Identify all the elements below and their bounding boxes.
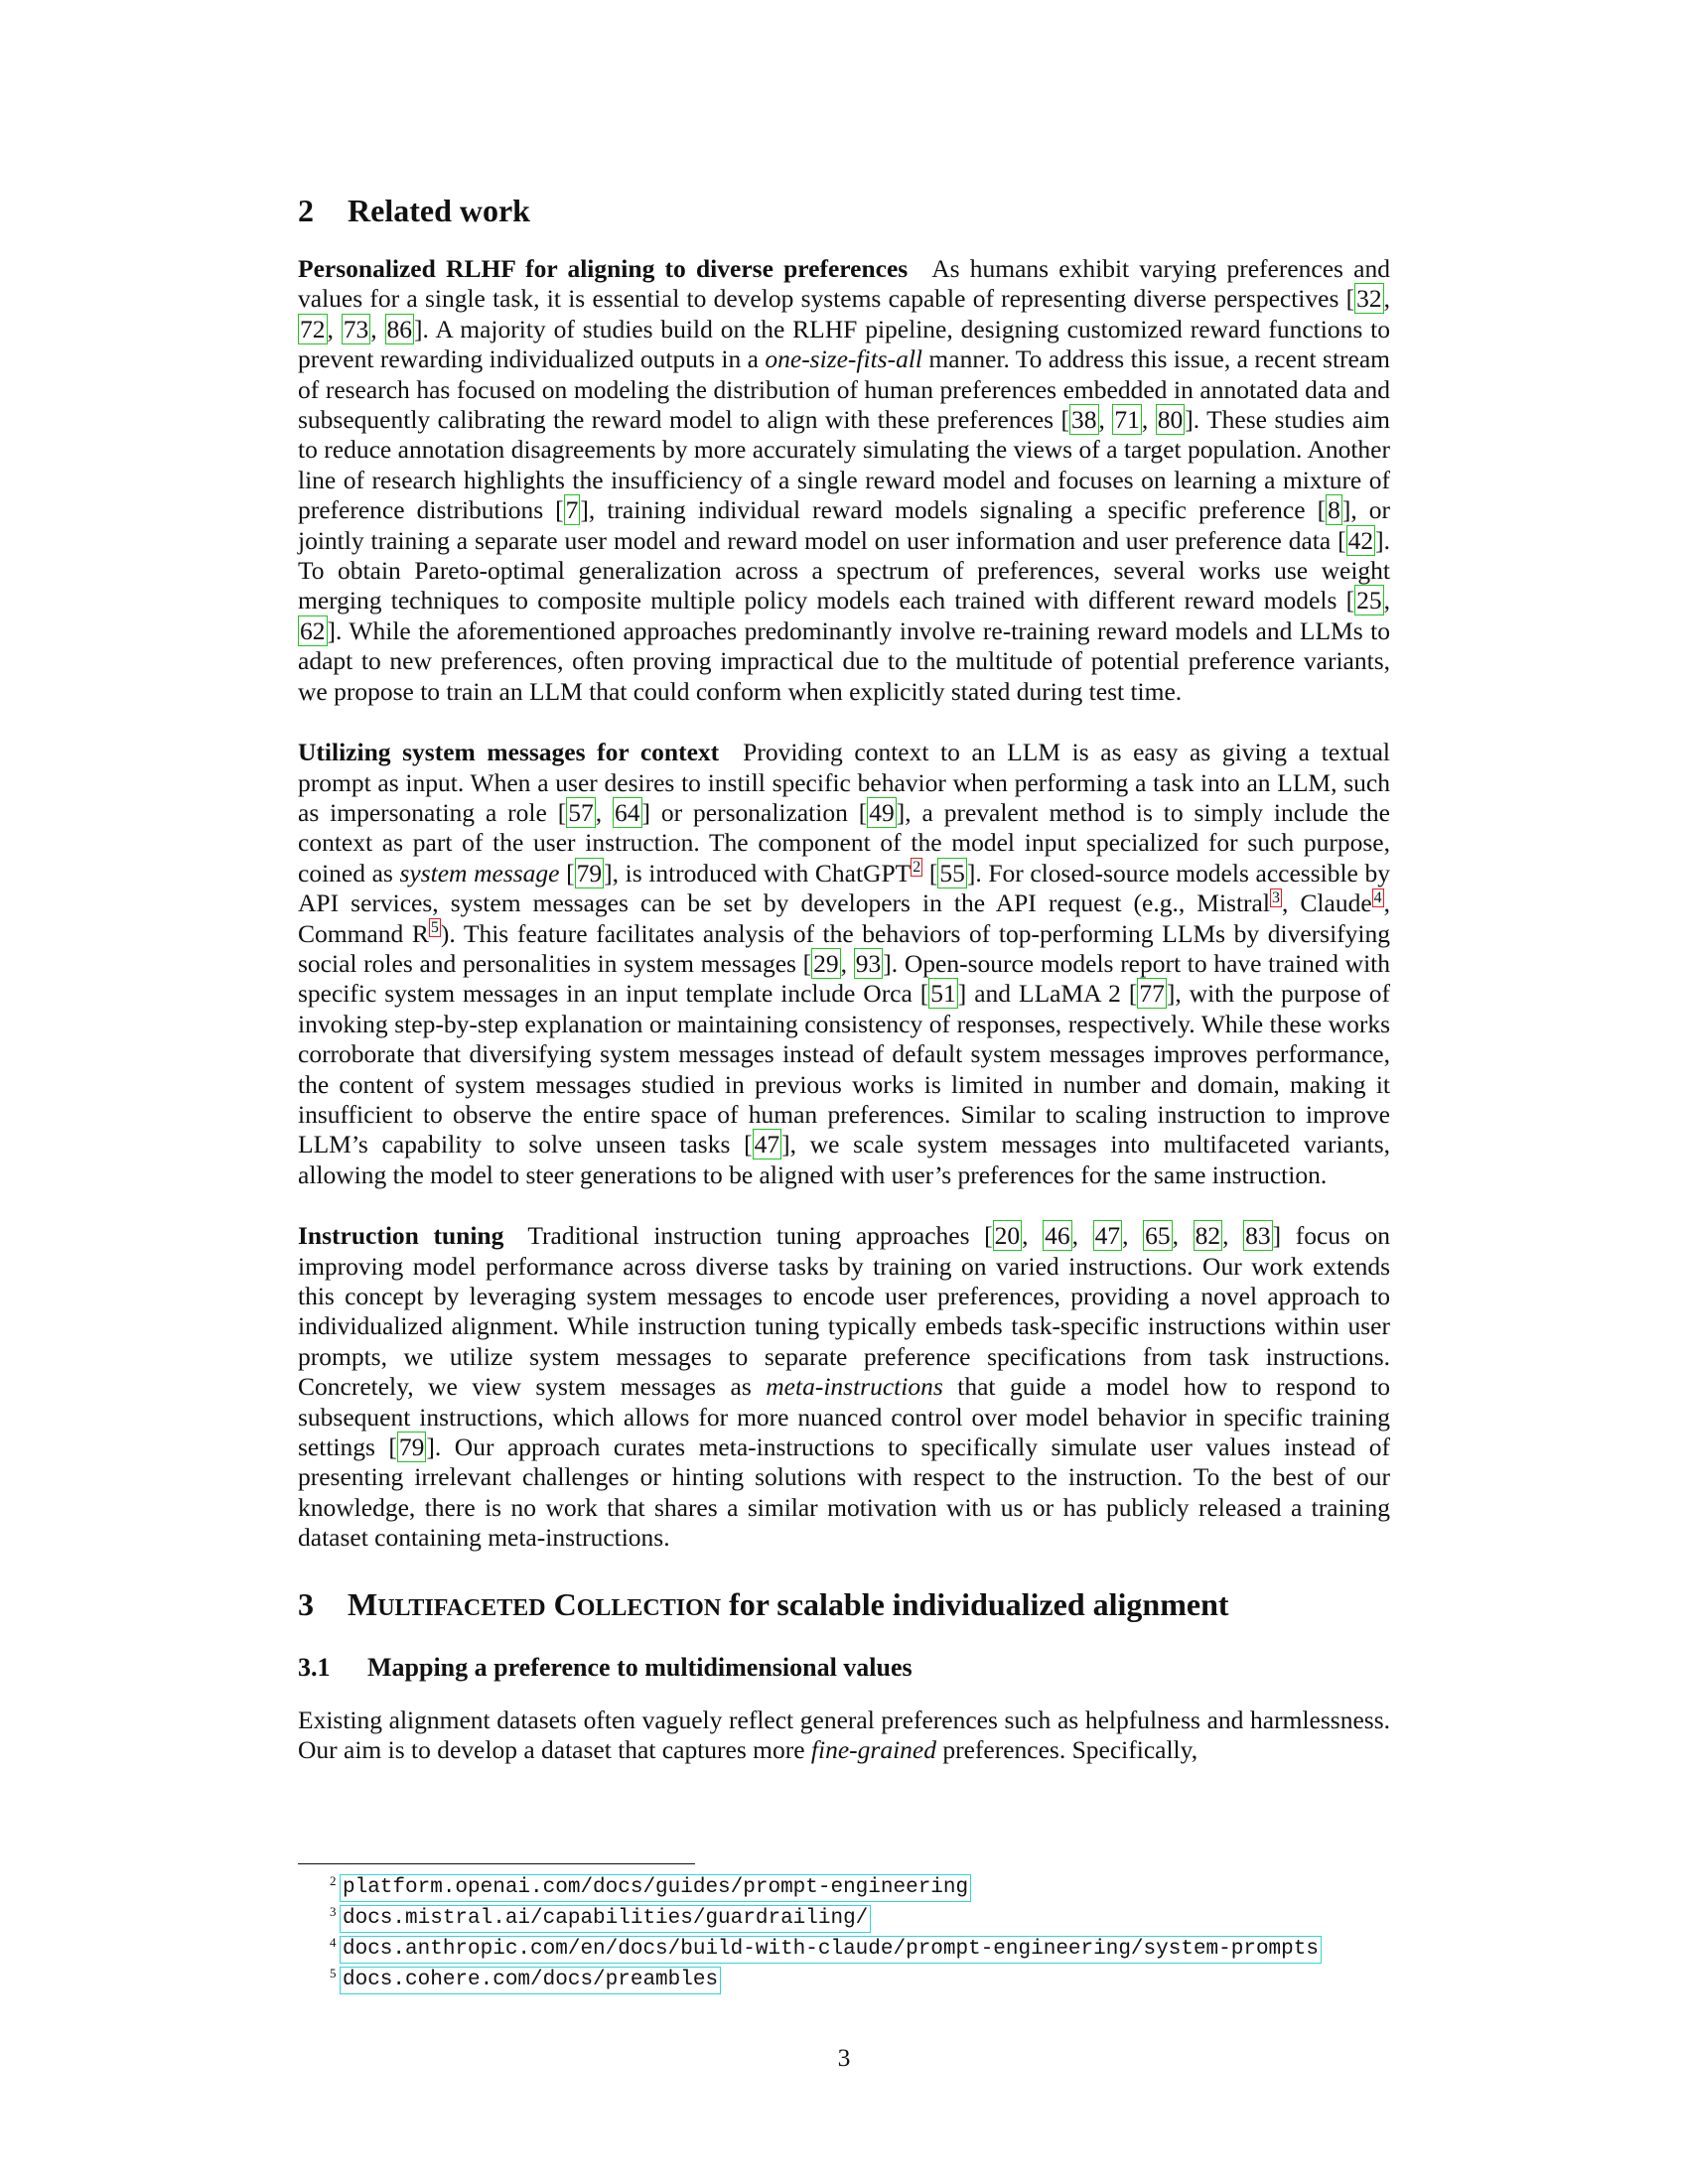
citation-link[interactable]: 79 bbox=[398, 1433, 425, 1462]
footnote-ref-link[interactable]: 2 bbox=[913, 859, 921, 877]
citation-link[interactable]: 51 bbox=[930, 979, 956, 1009]
footnote-url-link[interactable]: docs.anthropic.com/en/docs/build-with-claude/prompt-engineering/system-prompts bbox=[340, 1936, 1322, 1964]
citation-link[interactable]: 62 bbox=[300, 615, 326, 645]
citation-link[interactable]: 20 bbox=[994, 1221, 1021, 1251]
subsection-3-1-heading bbox=[298, 1652, 1390, 1684]
footnote-url-link[interactable]: docs.mistral.ai/capabilities/guardrailing/ bbox=[340, 1905, 871, 1933]
paragraph-existing-datasets: Existing alignment datasets often vaguely reflect general preferences such as helpfulness and harmlessness. Our aim is to develop a dataset that captures more fine-grained preferences. Specifically, bbox=[298, 1705, 1390, 1765]
citation-link[interactable]: 65 bbox=[1145, 1221, 1171, 1251]
citation-link[interactable]: 73 bbox=[343, 314, 369, 343]
paragraph-system-messages: Utilizing system messages for context Providing context to an LLM is as easy as giving a textual prompt as input. When a user desires to instill specific behavior when performing a task into an LLM, such as impersonating a role [57, 64] or personalization [49], a prevalent method is to simply include the context as part of the user instruction. The component of the model input specialized for such purpose, coined as system message [79], is introduced with ChatGPT $^2$ [55]. For closed-source models accessible by API services, system messages can be set by developers in the API request (e.g., Mistral $^3$, Claude $^4$, Command R $^5$). This feature facilitates analysis of the behaviors of top-performing LLMs by diversifying social roles and personalities in system messages [29, 93]. Open-source models report to have trained with specific system messages in an input template include Orca [51] and LLaMA 2 [77], with the purpose of invoking step-by-step explanation or maintaining consistency of responses, respectively. While these works corroborate that diversifying system messages instead of default system messages improves performance, the content of system messages studied in previous works is limited in number and domain, making it insufficient to observe the entire space of human preferences. Similar to scaling instruction to improve LLM’s capability to solve unseen tasks [47], we scale system messages into multifaceted variants, allowing the model to steer generations to be aligned with user’s preferences for the same instruction. bbox=[298, 738, 1391, 1189]
citation-link[interactable]: 80 bbox=[1157, 405, 1184, 435]
page-number: 3 bbox=[837, 2043, 851, 2072]
section-number: 2 bbox=[298, 193, 314, 228]
citation-link[interactable]: 55 bbox=[939, 858, 965, 887]
citation-link[interactable]: 46 bbox=[1045, 1221, 1070, 1251]
citation-link[interactable]: 86 bbox=[386, 314, 413, 343]
footnote-ref-link[interactable]: 5 bbox=[430, 919, 439, 937]
citation-link[interactable]: 7 bbox=[565, 495, 579, 525]
citation-link[interactable]: 42 bbox=[1347, 525, 1374, 555]
citation-link[interactable]: 57 bbox=[568, 797, 594, 827]
run-in-heading: Personalized RLHF for aligning to diverse preferences bbox=[298, 254, 909, 283]
section-2-heading bbox=[298, 191, 1390, 230]
footnote-item: 5 docs.cohere.com/docs/preambles bbox=[298, 1967, 1390, 1997]
footnote-ref-link[interactable]: 4 bbox=[1373, 888, 1382, 906]
footnote-ref-link[interactable]: 3 bbox=[1271, 888, 1280, 906]
footnote-item: 2 platform.openai.com/docs/guides/prompt-engineering bbox=[298, 1874, 1390, 1905]
run-in-heading: Instruction tuning bbox=[298, 1221, 504, 1251]
citation-link[interactable]: 79 bbox=[576, 858, 603, 887]
citation-link[interactable]: 64 bbox=[615, 797, 640, 827]
paragraph-personalized-rlhf: Personalized RLHF for aligning to diverse preferences As humans exhibit varying preferences and values for a single task, it is essential to develop systems capable of representing diverse perspectives [32, 72, 73, 86]. A majority of studies build on the RLHF pipeline, designing customized reward functions to prevent rewarding individualized outputs in a one-size-fits-all manner. To address this issue, a recent stream of research has focused on modeling the distribution of human preferences embedded in annotated data and subsequently calibrating the reward model to align with these preferences [38, 71, 80]. These studies aim to reduce annotation disagreements by more accurately simulating the views of a target population. Another line of research highlights the insufficiency of a single reward model and focuses on learning a mixture of preference distributions [7], training individual reward models signaling a specific preference [8], or jointly training a separate user model and reward model on user information and user preference data [42]. To obtain Pareto-optimal generalization across a spectrum of preferences, several works use weight merging techniques to composite multiple policy models each trained with different reward models [25, 62]. While the aforementioned approaches predominantly involve re-training reward models and LLMs to adapt to new preferences, often proving impractical due to the multitude of potential preference variants, we propose to train an LLM that could conform when explicitly stated during test time. bbox=[298, 254, 1391, 706]
citation-link[interactable]: 71 bbox=[1114, 405, 1140, 435]
citation-link[interactable]: 47 bbox=[1094, 1221, 1121, 1251]
citation-link[interactable]: 8 bbox=[1328, 495, 1340, 525]
citation-link[interactable]: 38 bbox=[1071, 405, 1097, 435]
footnote-item: 3 docs.mistral.ai/capabilities/guardrailing/ bbox=[298, 1905, 1390, 1936]
citation-link[interactable]: 32 bbox=[1356, 284, 1382, 314]
citation-link[interactable]: 72 bbox=[300, 314, 326, 343]
citation-link[interactable]: 83 bbox=[1245, 1221, 1271, 1251]
run-in-heading: Utilizing system messages for context bbox=[298, 738, 720, 767]
page-body bbox=[298, 191, 1390, 1765]
footnotes bbox=[298, 1863, 1390, 1997]
footnote-item: 4 docs.anthropic.com/en/docs/build-with-claude/prompt-engineering/system-prompts bbox=[298, 1936, 1390, 1967]
citation-link[interactable]: 93 bbox=[855, 948, 882, 978]
section-title: Related work bbox=[348, 193, 530, 228]
citation-link[interactable]: 77 bbox=[1139, 979, 1165, 1009]
footnote-url-link[interactable]: platform.openai.com/docs/guides/prompt-engineering bbox=[340, 1874, 971, 1902]
footnote-divider bbox=[298, 1863, 695, 1864]
subsection-title: Mapping a preference to multidimensional values bbox=[367, 1652, 913, 1682]
subsection-number: 3.1 bbox=[298, 1652, 331, 1682]
footnote-url-link[interactable]: docs.cohere.com/docs/preambles bbox=[340, 1967, 721, 1994]
citation-link[interactable]: 47 bbox=[754, 1130, 780, 1160]
paragraph-instruction-tuning: Instruction tuning Traditional instruction tuning approaches [20, 46, 47, 65, 82, 83] focus on improving model performance across diverse tasks by training on varied instructions. Our work extends this concept by leveraging system messages to encode user preferences, providing a novel approach to individualized alignment. While instruction tuning typically embeds task-specific instructions within user prompts, we utilize system messages to separate preference specifications from task instructions. Concretely, we view system messages as meta-instructions that guide a model how to respond to subsequent instructions, which allows for more nuanced control over model behavior in specific training settings [79]. Our approach curates meta-instructions to specifically simulate user values instead of presenting irrelevant challenges or hinting solutions with respect to the instruction. To the best of our knowledge, there is no work that shares a similar motivation with us or has publicly released a training dataset containing meta-instructions. bbox=[298, 1221, 1391, 1553]
section-number: 3 bbox=[298, 1585, 314, 1622]
citation-link[interactable]: 82 bbox=[1195, 1221, 1221, 1251]
citation-link[interactable]: 25 bbox=[1356, 586, 1382, 615]
citation-link[interactable]: 49 bbox=[869, 797, 895, 827]
citation-link[interactable]: 29 bbox=[813, 948, 839, 978]
section-3-heading: 3 MULTIFACETED COLLECTION for scalable individualized alignment bbox=[298, 1585, 1229, 1622]
